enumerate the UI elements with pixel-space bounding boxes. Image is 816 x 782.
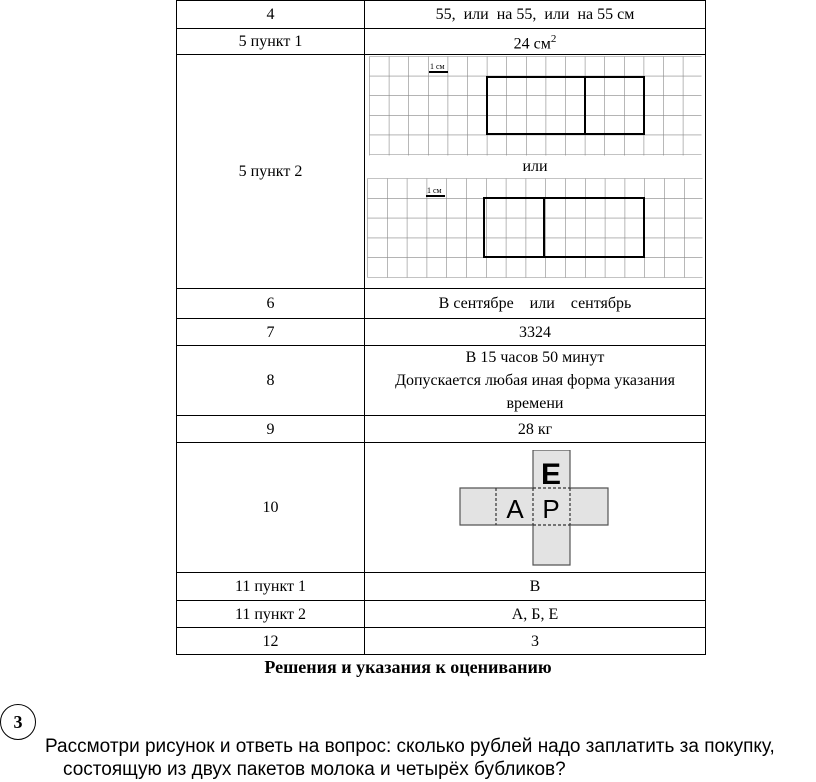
answer-cell — [365, 29, 706, 55]
cube-net-drawing — [459, 450, 611, 566]
scale-label: 1 см — [427, 186, 442, 195]
table-row — [177, 628, 706, 655]
answer-line: Допускается любая иная форма указания — [395, 372, 675, 389]
table-row — [177, 1, 706, 29]
answer-cell: 28 кг — [365, 416, 706, 443]
task-cell: 12 — [177, 628, 365, 655]
task-cell: 4 — [177, 1, 365, 29]
grid-drawing-2 — [367, 178, 703, 278]
grid-drawing-1 — [369, 56, 702, 156]
task-cell: 10 — [177, 443, 365, 573]
answer-cell: 3 — [365, 628, 706, 655]
table-row — [177, 55, 706, 289]
rectangle-shape — [484, 198, 644, 257]
net-letter-left: А — [506, 493, 524, 524]
question-line: Рассмотри рисунок и ответь на вопрос: сколько рублей надо заплатить за покупку, — [45, 736, 775, 757]
task-cell: 11 пункт 1 — [177, 573, 365, 601]
net-letter-top: Е — [540, 457, 562, 491]
answer-cell: В — [365, 573, 706, 601]
table-row — [177, 601, 706, 628]
table-row — [177, 416, 706, 443]
table-row — [177, 289, 706, 319]
question-number-badge: 3 — [0, 704, 36, 740]
answer-line: времени — [506, 395, 564, 412]
answer-cell: 3324 — [365, 319, 706, 346]
answer-text: 24 см — [513, 35, 551, 53]
task-cell: 6 — [177, 289, 365, 319]
table-row — [177, 346, 706, 416]
table-row — [177, 443, 706, 573]
answer-cell: 55, или на 55, или на 55 см — [365, 1, 706, 29]
table-row — [177, 319, 706, 346]
answer-line: В 15 часов 50 минут — [465, 349, 605, 366]
question-text — [45, 735, 816, 781]
task-cell: 9 — [177, 416, 365, 443]
task-cell: 5 пункт 1 — [177, 29, 365, 55]
task-cell: 5 пункт 2 — [177, 55, 365, 289]
scale-label: 1 см — [429, 62, 445, 71]
net-letter-center: Р — [542, 493, 560, 524]
or-label: или — [522, 158, 548, 175]
task-cell: 11 пункт 2 — [177, 601, 365, 628]
section-heading: Решения и указания к оцениванию — [264, 657, 552, 677]
task-cell: 8 — [177, 346, 365, 416]
answer-cell — [365, 346, 706, 416]
answer-cell — [365, 443, 706, 573]
answer-table — [176, 0, 706, 655]
table-row — [177, 573, 706, 601]
answer-cell — [365, 55, 706, 289]
table-row — [177, 29, 706, 55]
task-cell: 7 — [177, 319, 365, 346]
answer-cell: В сентябре или сентябрь — [365, 289, 706, 319]
question-line: состоящую из двух пакетов молока и четырёх бубликов? — [63, 759, 566, 780]
answer-superscript: 2 — [550, 32, 557, 45]
answer-cell: А, Б, Е — [365, 601, 706, 628]
net-outline — [460, 450, 608, 565]
